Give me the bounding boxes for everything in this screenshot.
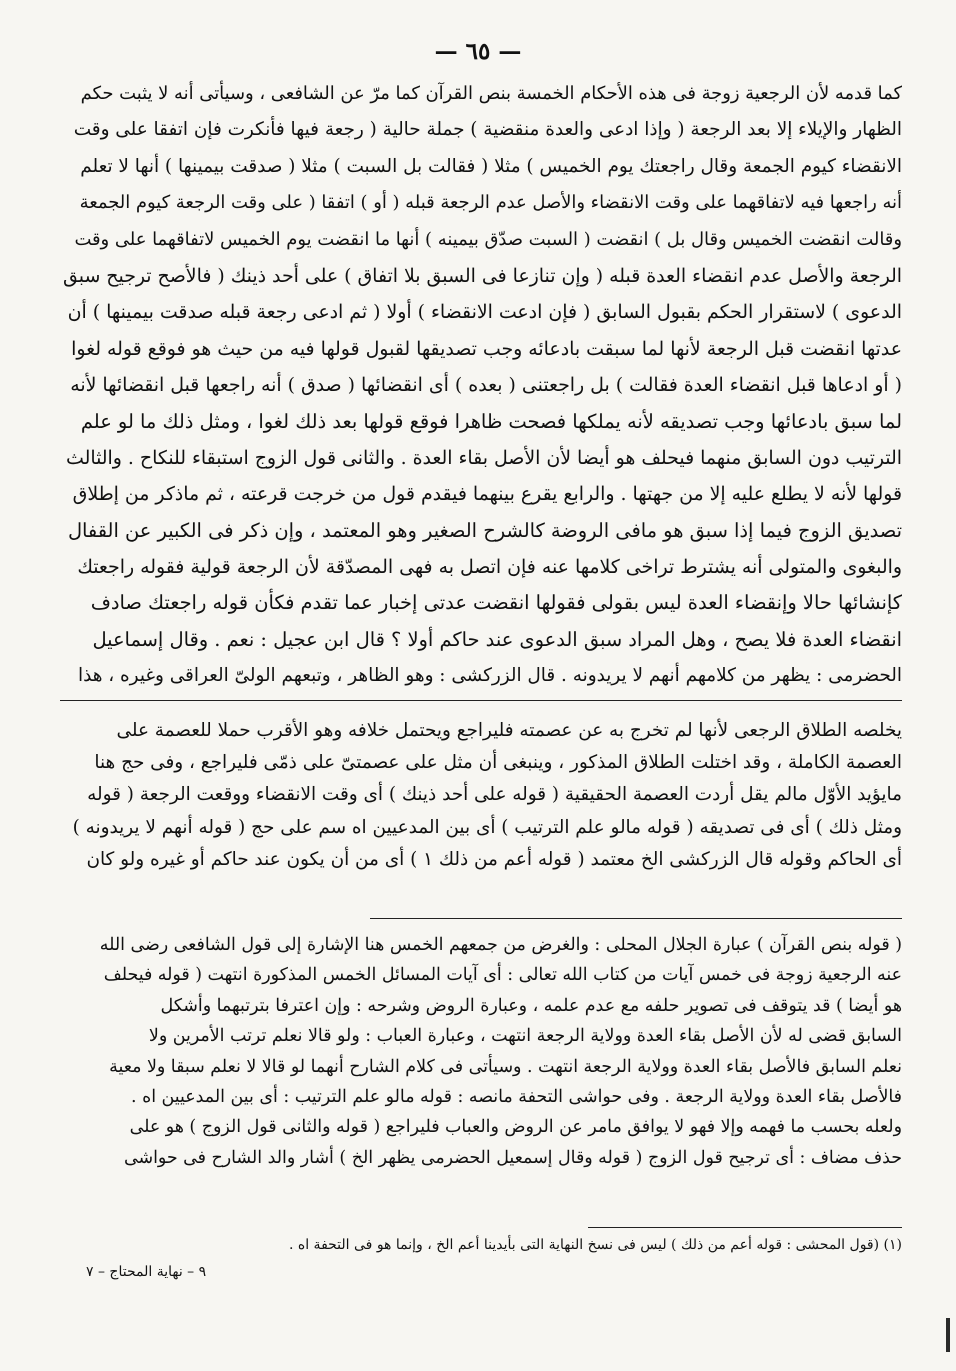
text-line: كما قدمه لأن الرجعية زوجة فى هذه الأحكام الخمسة بنص القرآن كما مرّ عن الشافعى ، وسيأتى أنه لا يثبت حكم [80,83,902,104]
text-line: الانقضاء كيوم الجمعة وقال راجعتك يوم الخميس ) مثلا ( فقالت بل السبت ) مثلا ( صدقت بيمينها ) أنها لا تعلم [80,155,902,177]
main-text [60,76,902,695]
text-line: عنه الرجعية زوجة فى خمس آيات من كتاب الله تعالى : أى آيات المسائل الخمس المذكورة انتهت ( قوله فيحلف [103,965,902,986]
text-line: الظهار والإيلاء إلا بعد الرجعة ( وإذا ادعى والعدة منقضية ) جملة حالية ( رجعة فيها فأنكرت فإن اتفقا على وقت [73,119,902,141]
text-line: تصديق الزوج فيما إذا سبق هو مافى الروضة كالشرح الصغير وهو المعتمد ، وإن ذكر فى الكبير عن القفال [67,518,902,542]
text-line: ( أو ادعاها قبل انقضاء العدة فقالت ) بل راجعتنى ( بعده ) أى انقضائها ( صدق ) أنه راجعها قبل انقضائها لأنه [70,374,902,397]
text-line: العصمة الكاملة ، وقد اختلت الطلاق المذكور ، وينبغى أن مثل على عصمتىّ على ذمّى فليراجع ، وفى حج هنا [94,752,902,774]
text-line: انقضاء العدة فلا يصح ، وهل المراد سبق الدعوى عند حاكم أولا ؟ قال ابن عجيل : نعم . وقال إسماعيل [92,627,902,651]
text-line: كإنشائها حالا وإنقضاء العدة ليس بقولى فقولها انقضت عدتى إخبار عما تقدم فكأن قوله راجعتك صادف [90,591,902,615]
page-edge-mark [946,1318,950,1352]
separator-rule [370,918,902,919]
text-line: ومثل ذلك ) أى فى تصديقه ( قوله مالو علم الترتيب ) أى بين المدعيين اه سم على حج ( قوله أنهم لا يريدونه ) [72,816,902,838]
text-line: حذف مضاف : أى ترجيح قول الزوج ( قوله وقال إسمعيل الحضرمى يظهر الخ ) أشار والد الشارح فى حواشى [124,1147,902,1168]
text-line: أنه راجعها فيه لاتفاقهما على وقت الانقضاء والأصل عدم الرجعة قبله ( أو ) اتفقا ( على وقت الرجعة كيوم الجمعة [79,192,902,214]
text-line: نعلم السابق فالأصل بقاء العدة وولاية الرجعة انتهت . وسيأتى فى كلام الشارح أنهما لو قالا لا نعلم سبقا ولا معية [109,1056,902,1077]
text-line: السابق قضى له لأن الأصل بقاء العدة وولاية الرجعة انتهت ، وعبارة العباب : ولو قالا نعلم ترتب الأمرين ولا [148,1026,902,1047]
text-line: الحضرمى : يظهر من كلامهم أنهم لا يريدونه . قال الزركشى : وهو الظاهر ، وتبعهم الولىّ العراقى وغيره ، هذا [77,665,902,687]
footnote: (١) (قول المحشى : قوله أعم من ذلك ) ليس فى نسخ النهاية التى بأيدينا أعم الخ ، وإنما هو فى التحفة اه . [288,1237,902,1253]
text-line: لما سبق بادعائها وجب تصديقه لأنه يملكها فصحت ظاهرا فوقع قولها بعد ذلك لغوا ، ومثل ذلك ما لو علم [80,409,902,433]
text-line: الدعوى ) لاستقرار الحكم بقبول السابق ( فإن ادعت الانقضاء ) أولا ( ثم ادعى رجعة قبله صدقت بيمينها ) أن [67,301,902,324]
page-number: — ٦٥ — [434,38,522,65]
text-line: هو أيضا ) قد يتوقف فى تصوير حلفه مع عدم علمه ، وعبارة الروض وشرحه : وإن اعترفا بترتبهما وأشكل [160,995,902,1016]
text-line: الترتيب دون السابق منهما فيحلف هو أيضا لأن الأصل بقاء العدة . والثانى قول الزوج استبقاء للنكاح . والثالث [66,446,902,469]
text-line: الرجعة والأصل عدم انقضاء العدة قبله ( وإن تنازعا فى السبق بلا اتفاق ) على أحد ذينك ( فالأصح ترجيح سبق [63,264,902,287]
middle-commentary [60,715,902,876]
text-line: قولها لأنه لا يطلع عليه إلا من جهتها . والرابع يقرع بينهما فيقدم قول من خرجت قرعته ، ثم ماذكر من إطلاق [72,483,902,506]
separator-rule [60,700,902,701]
text-line: وقالت انقضت الخميس وقال بل ) انقضت ( السبت صدّق بيمينه ) أنها ما انقضت يوم الخميس لاتفاقهما على وقت [74,228,902,250]
text-line: ولعله بحسب ما فهمه وإلا فهو لا يوافق مامر عن الروض والعباب فليراجع ( قوله والثانى قول الزوج ) هو على [129,1117,902,1138]
lower-commentary [60,930,902,1173]
text-line: ( قوله بنص القرآن ) عبارة الجلال المحلى : والغرض من جمعهم الخمس هنا الإشارة إلى قول الشافعى رضى الله [99,935,902,955]
text-line: مايؤيد الأوّل مالم يقل أردت العصمة الحقيقية ( قوله على أحد ذينك ) أى وقت الانقضاء ووقعت الرجعة ( قوله [87,784,902,806]
signature-line: ٩ – نهاية المحتاج – ٧ [86,1264,207,1280]
text-line: يخلصه الطلاق الرجعى لأنها لم تخرج به عن عصمته فليراجع ويحتمل خلافه وهو الأقرب حملا للعصمة على [116,720,902,741]
text-line: عدتها انقضت قبل الرجعة لأنها لما سبقت بادعائه وجب تصديقها لقبول قولها فيه من حيث هو فوقع قوله لغوا [71,337,902,360]
text-line: والبغوى والمتولى أنه يشترط تراخى كلامها عنه فإن اتصل به فهى المصدّقة لأن الرجعة قولية فقوله راجعتك [77,556,902,579]
footnote-rule [588,1227,902,1228]
text-line: فالأصل بقاء العدة وولاية الرجعة . وفى حواشى التحفة مانصه : قوله مالو علم الترتيب : أى بين المدعيين اه . [131,1086,902,1107]
text-line: أى الحاكم وقوله قال الزركشى الخ معتمد ( قوله أعم من ذلك ١ ) أى من أن يكون عند حاكم أو غيره ولو كان [86,848,902,870]
